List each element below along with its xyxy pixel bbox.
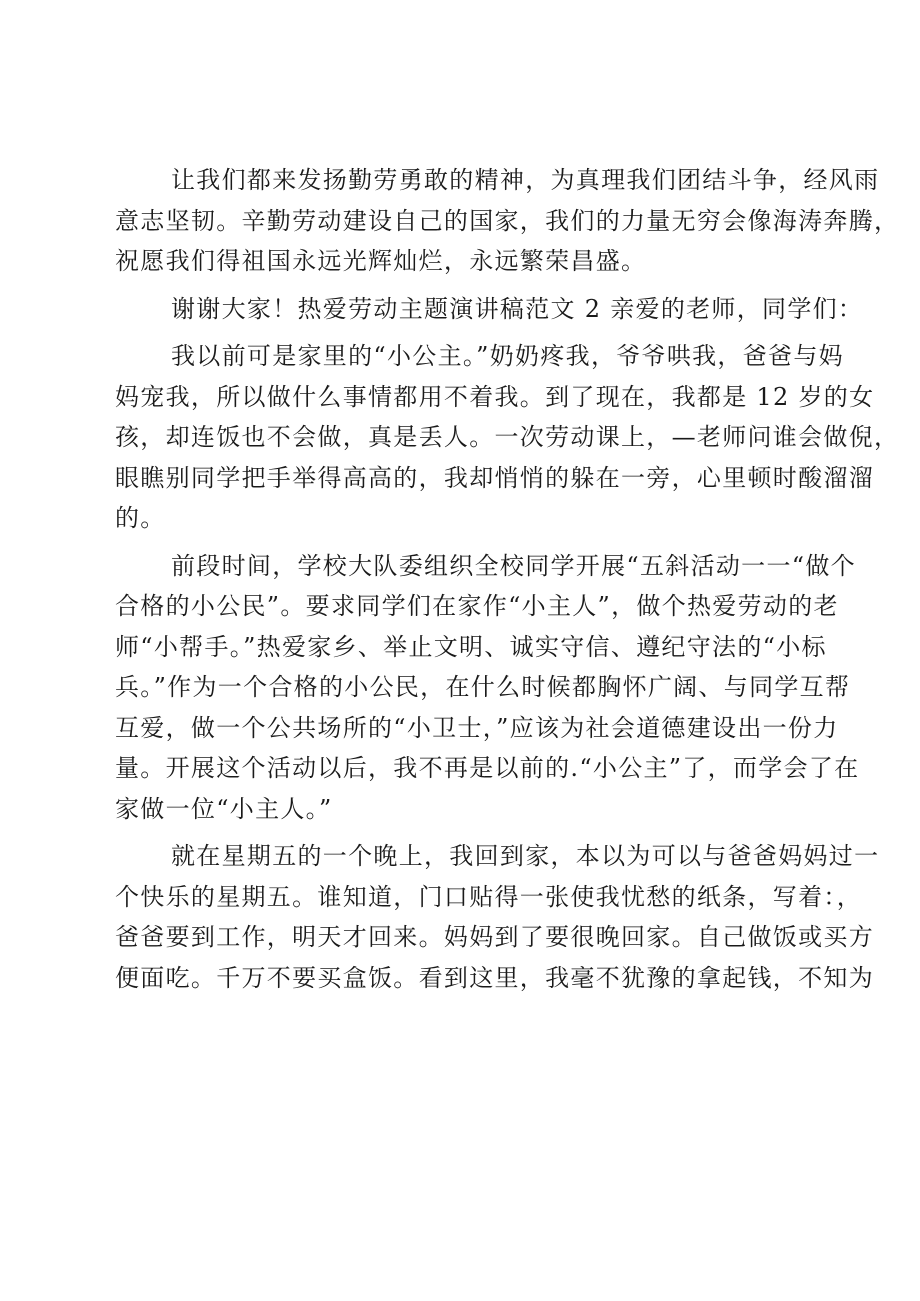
paragraph-3 — [115, 336, 900, 539]
paragraph-5 — [115, 836, 880, 998]
text-line: 量。开展这个活动以后，我不再是以前的.“小公主”了，而学会了在 — [115, 754, 860, 782]
text-line: 让我们都来发扬勤劳勇敢的精神，为真理我们团结斗争，经风雨 — [171, 166, 880, 194]
text-line: 互爱，做一个公共场所的“小卫士，”应该为社会道德建设出一份力 — [115, 713, 839, 742]
text-line: 个快乐的星期五。谁知道，门口贴得一张使我忧愁的纸条，写着：， — [115, 882, 862, 911]
text-line: 家做一位“小主人。” — [115, 794, 333, 823]
text-line: 的。 — [115, 504, 166, 532]
text-line: 意志坚韧。辛勤劳动建设自己的国家，我们的力量无穷会像海涛奔腾， — [115, 206, 900, 235]
text-line: 我以前可是家里的“小公主。”奶奶疼我，爷爷哄我，爸爸与妈 — [171, 342, 844, 370]
text-line: 谢谢大家！热爱劳动主题演讲稿范文 2 亲爱的老师，同学们： — [171, 294, 864, 323]
paragraph-4 — [115, 546, 860, 830]
text-line: 祝愿我们得祖国永远光辉灿烂，永远繁荣昌盛。 — [115, 247, 647, 275]
paragraph-1 — [115, 160, 900, 282]
text-line: 师“小帮手。”热爱家乡、举止文明、诚实守信、遵纪守法的“小标 — [115, 632, 827, 661]
text-line: 兵。”作为一个合格的小公民，在什么时候都胸怀广阔、与同学互帮 — [115, 673, 851, 701]
text-line: 就在星期五的一个晚上，我回到家，本以为可以与爸爸妈妈过一 — [171, 842, 880, 870]
text-line: 妈宠我，所以做什么事情都用不着我。到了现在，我都是 12 岁的女 — [115, 382, 875, 411]
text-line: 合格的小公民”。要求同学们在家作“小主人”，做个热爱劳动的老 — [115, 592, 839, 620]
paragraph-2 — [115, 289, 864, 330]
text-line: 孩，却连饭也不会做，真是丢人。一次劳动课上，—老师问谁会做倪， — [115, 423, 900, 451]
text-line: 眼瞧别同学把手举得高高的，我却悄悄的躲在一旁，心里顿时酸溜溜 — [115, 463, 874, 492]
text-line: 便面吃。千万不要买盒饭。看到这里，我毫不犹豫的拿起钱，不知为 — [115, 963, 874, 992]
text-line: 爸爸要到工作，明天才回来。妈妈到了要很晚回家。自己做饭或买方 — [115, 923, 874, 951]
document-body — [115, 160, 900, 1005]
text-line: 前段时间，学校大队委组织全校同学开展“五斜活动一一“做个 — [171, 551, 856, 580]
